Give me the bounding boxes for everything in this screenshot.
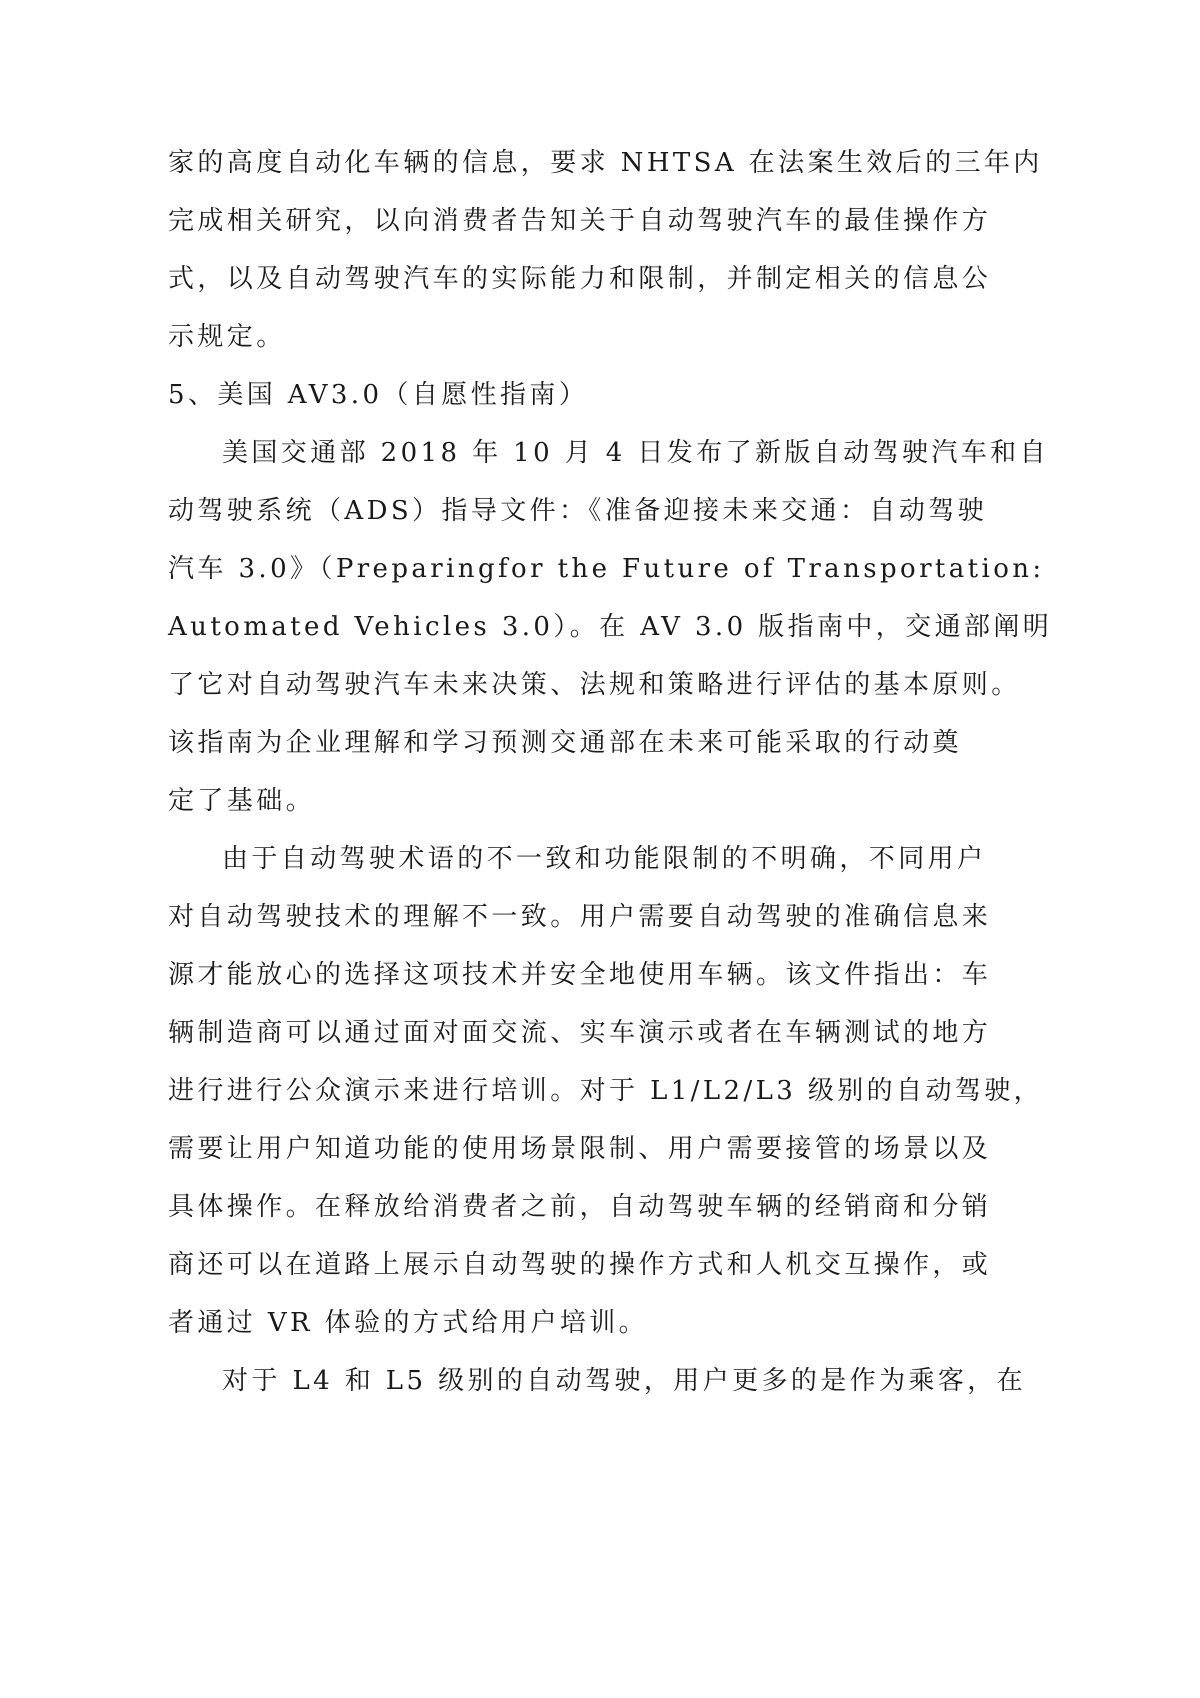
section-heading: 5、美国 AV3.0（自愿性指南） <box>168 380 589 410</box>
paragraph-line: 定了基础。 <box>168 786 316 816</box>
paragraph-line: 由于自动驾驶术语的不一致和功能限制的不明确，不同用户 <box>222 844 987 874</box>
paragraph-line: 式，以及自动驾驶汽车的实际能力和限制，并制定相关的信息公 <box>168 264 992 294</box>
paragraph-line: 汽车 3.0》（Preparingfor the Future of Transportation: <box>168 554 1045 584</box>
paragraph-line: 进行进行公众演示来进行培训。对于 L1/L2/L3 级别的自动驾驶， <box>168 1076 1044 1106</box>
paragraph-line: 具体操作。在释放给消费者之前，自动驾驶车辆的经销商和分销 <box>168 1192 992 1222</box>
paragraph-line: Automated Vehicles 3.0）。在 AV 3.0 版指南中，交通部阐明 <box>168 612 1053 642</box>
paragraph-line: 动驾驶系统（ADS）指导文件：《准备迎接未来交通：自动驾驶 <box>168 496 988 526</box>
paragraph-line: 辆制造商可以通过面对面交流、实车演示或者在车辆测试的地方 <box>168 1018 992 1048</box>
paragraph-line: 商还可以在道路上展示自动驾驶的操作方式和人机交互操作，或 <box>168 1250 992 1280</box>
paragraph-line: 示规定。 <box>168 322 286 352</box>
paragraph-line: 了它对自动驾驶汽车未来决策、法规和策略进行评估的基本原则。 <box>168 670 1021 700</box>
paragraph-line: 该指南为企业理解和学习预测交通部在未来可能采取的行动奠 <box>168 728 962 758</box>
paragraph-line: 需要让用户知道功能的使用场景限制、用户需要接管的场景以及 <box>168 1134 992 1164</box>
paragraph-line: 对自动驾驶技术的理解不一致。用户需要自动驾驶的准确信息来 <box>168 902 992 932</box>
paragraph-line: 完成相关研究，以向消费者告知关于自动驾驶汽车的最佳操作方 <box>168 206 992 236</box>
paragraph-line: 者通过 VR 体验的方式给用户培训。 <box>168 1308 649 1338</box>
paragraph-line: 美国交通部 2018 年 10 月 4 日发布了新版自动驾驶汽车和自 <box>222 438 1049 468</box>
paragraph-line: 对于 L4 和 L5 级别的自动驾驶，用户更多的是作为乘客，在 <box>222 1366 1027 1396</box>
paragraph-line: 家的高度自动化车辆的信息，要求 NHTSA 在法案生效后的三年内 <box>168 148 1043 178</box>
paragraph-line: 源才能放心的选择这项技术并安全地使用车辆。该文件指出：车 <box>168 960 992 990</box>
